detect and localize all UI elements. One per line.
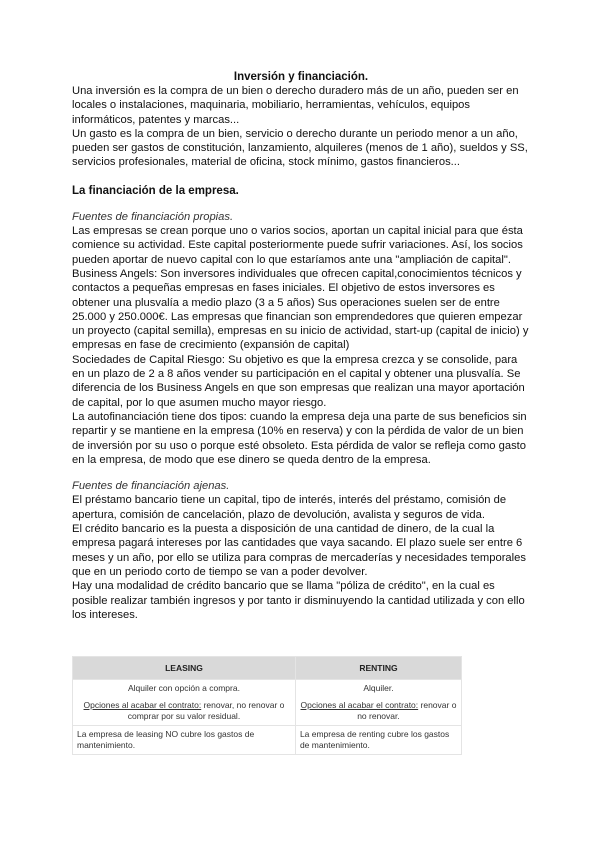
own-sources-paragraph: Las empresas se crean porque uno o varios socios, aportan un capital inicial para que ésta comience su actividad. Este capital posteriormente puede sufrir variaciones. Así, los socios pueden aportar de nuevo capital con lo que estaríamos ante una "ampliación de capital". — [72, 225, 523, 266]
table-header-row — [73, 657, 462, 680]
own-sources-paragraph: Business Angels: Son inversores individuales que ofrecen capital,conocimientos técnicos y contactos a pequeñas empresas en fases iniciales. El objetivo de estos inversores es obtener una plusvalía a medio plazo (3 a 5 años) Sus operaciones suelen ser de entre 25.000 y 250.000€. Las empresas que financian son emprendedores que quieren empezar un proyecto (capital semilla), empresas en su inicio de actividad, start-up (capital de inicio) y empresas en fase de crecimiento (expansión de capital) — [72, 267, 529, 352]
own-sources-paragraph: Sociedades de Capital Riesgo: Su objetivo es que la empresa crezca y se consolide, para en un plazo de 2 a 8 años vender su participación en el capital y obtener una plusvalía. Se diferencia de los Business Angels en que son empresas que realizan una mayor aportación de capital, por lo que asumen mucho mayor riesgo. — [72, 353, 525, 409]
external-sources-paragraph: Hay una modalidad de crédito bancario que se llama "póliza de crédito", en la cual es posible realizar también ingresos y por tanto ir disminuyendo la cantidad utilizada y con ello los intereses. — [72, 580, 525, 621]
document-title: Inversión y financiación. — [233, 71, 369, 83]
table-row — [73, 726, 462, 755]
renting-options-label: Opciones al acabar el contrato: — [300, 700, 419, 710]
leasing-options-text: renovar, no renovar o comprar por su valor residual. — [127, 700, 285, 721]
leasing-cell — [73, 680, 296, 726]
external-sources-heading: Fuentes de financiación ajenas. — [72, 480, 230, 493]
external-sources-paragraph: El crédito bancario es la puesta a disposición de una cantidad de dinero, de la cual la empresa pagará intereses por las cantidades que vaya sacando. El plazo suele ser entre 6 meses y un año, por ello se utiliza para compras de mercaderías y necesidades temporales que en un periodo corto de tiempo se van a poder devolver. — [72, 523, 526, 578]
renting-header: RENTING — [295, 657, 461, 680]
renting-options-text: renovar o no renovar. — [357, 700, 457, 721]
section-title: La financiación de la empresa. — [72, 184, 239, 197]
renting-cell — [295, 680, 461, 726]
own-sources-paragraph: La autofinanciación tiene dos tipos: cuando la empresa deja una parte de sus beneficios sin repartir y se mantiene en la empresa (10% en reserva) y con la pérdida de valor de un bien de inversión por su uso o porque esté obsoleto. Esta pérdida de valor se refleja como gasto en la empresa, de modo que ese dinero se queda dentro de la empresa. — [72, 410, 527, 466]
table-row — [73, 680, 462, 726]
expense-definition: Un gasto es la compra de un bien, servicio o derecho durante un periodo menor a un año, pueden ser gastos de constitución, lanzamiento, alquileres (menos de 1 año), sueldos y SS, servicios profesionales, material de oficina, stock mínimo, gastos financieros... — [72, 127, 528, 169]
document-page — [72, 70, 530, 622]
renting-definition: Alquiler. — [363, 683, 394, 693]
external-sources-paragraph: El préstamo bancario tiene un capital, tipo de interés, interés del préstamo, comisión de apertura, comisión de cancelación, plazo de devolución, avalista y seguros de vida. — [72, 494, 507, 521]
leasing-renting-table — [72, 656, 462, 755]
renting-maintenance-cell: La empresa de renting cubre los gastos de mantenimiento. — [295, 726, 461, 755]
leasing-options-label: Opciones al acabar el contrato: — [83, 700, 202, 710]
own-sources-heading: Fuentes de financiación propias. — [72, 210, 234, 223]
leasing-maintenance-cell: La empresa de leasing NO cubre los gastos de mantenimiento. — [73, 726, 296, 755]
leasing-definition: Alquiler con opción a compra. — [127, 683, 240, 693]
investment-definition: Una inversión es la compra de un bien o derecho duradero más de un año, pueden ser en locales o instalaciones, maquinaria, mobiliario, herramientas, vehículos, equipos informáticos, patentes y marcas... — [72, 85, 519, 126]
leasing-header: LEASING — [73, 657, 296, 680]
